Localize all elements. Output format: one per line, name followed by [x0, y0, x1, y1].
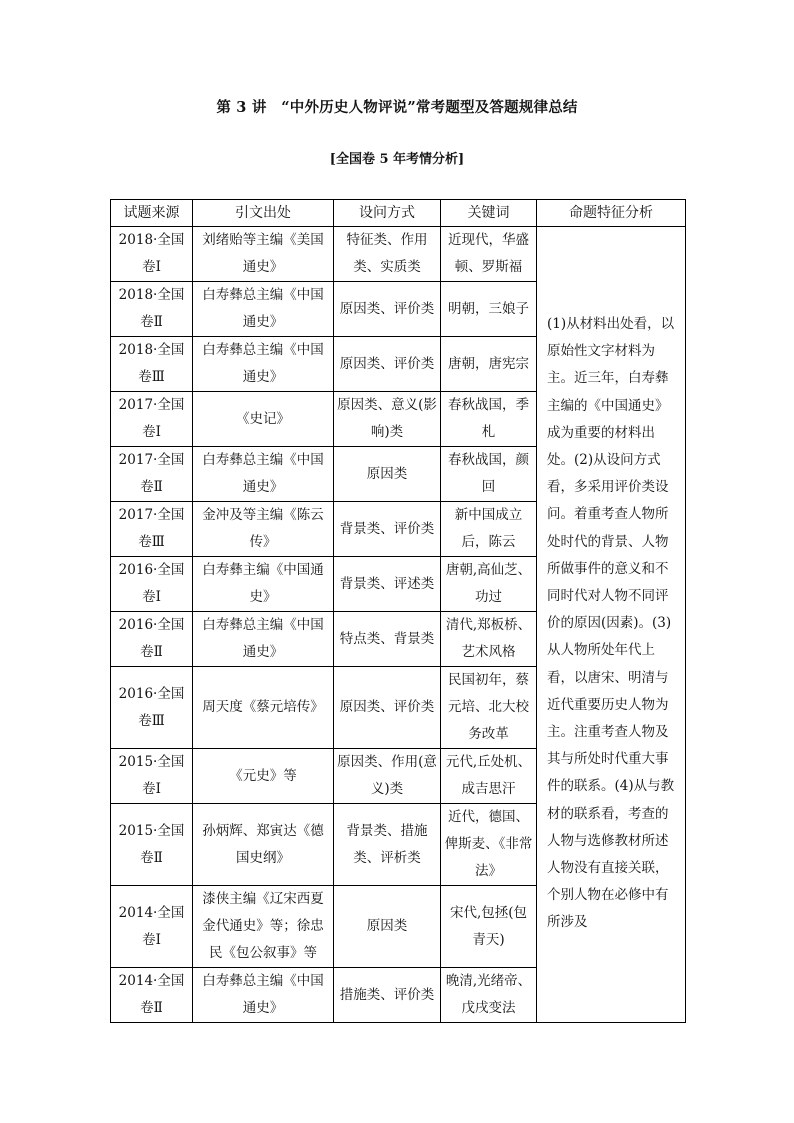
section-subtitle: [全国卷 5 年考情分析] — [329, 152, 465, 167]
cell-citation: 白寿彝总主编《中国通史》 — [193, 447, 334, 502]
cell-source: 2016·全国卷Ⅱ — [111, 612, 193, 667]
cell-source: 2018·全国卷Ⅱ — [111, 282, 193, 337]
cell-keywords: 春秋战国，颜回 — [441, 447, 537, 502]
cell-question-type: 原因类、意义(影响)类 — [334, 392, 441, 447]
cell-question-type: 原因类、作用(意义)类 — [334, 749, 441, 804]
cell-keywords: 民国初年，蔡元培、北大校务改革 — [441, 667, 537, 749]
header-analysis: 命题特征分析 — [537, 200, 686, 227]
cell-source: 2017·全国卷Ⅱ — [111, 447, 193, 502]
cell-question-type: 原因类、评价类 — [334, 282, 441, 337]
cell-source: 2014·全国卷Ⅰ — [111, 886, 193, 968]
cell-citation: 刘绪贻等主编《美国通史》 — [193, 227, 334, 282]
cell-question-type: 措施类、评价类 — [334, 968, 441, 1023]
cell-keywords: 新中国成立后，陈云 — [441, 502, 537, 557]
cell-source: 2014·全国卷Ⅱ — [111, 968, 193, 1023]
cell-citation: 《元史》等 — [193, 749, 334, 804]
cell-keywords: 清代,郑板桥、艺术风格 — [441, 612, 537, 667]
cell-keywords: 近代，德国、俾斯麦、《非常法》 — [441, 804, 537, 886]
cell-source: 2018·全国卷Ⅲ — [111, 337, 193, 392]
cell-keywords: 唐朝,高仙芝、功过 — [441, 557, 537, 612]
header-keywords: 关键词 — [441, 200, 537, 227]
cell-question-type: 特点类、背景类 — [334, 612, 441, 667]
cell-keywords: 宋代,包拯(包青天) — [441, 886, 537, 968]
cell-question-type: 原因类 — [334, 886, 441, 968]
cell-citation: 白寿彝总主编《中国通史》 — [193, 337, 334, 392]
cell-source: 2015·全国卷Ⅰ — [111, 749, 193, 804]
cell-keywords: 明朝，三娘子 — [441, 282, 537, 337]
cell-keywords: 唐朝，唐宪宗 — [441, 337, 537, 392]
cell-keywords: 元代,丘处机、成吉思汗 — [441, 749, 537, 804]
cell-citation: 漆侠主编《辽宋西夏金代通史》等；徐忠民《包公叙事》等 — [193, 886, 334, 968]
header-citation: 引文出处 — [193, 200, 334, 227]
cell-keywords: 近现代，华盛顿、罗斯福 — [441, 227, 537, 282]
header-source: 试题来源 — [111, 200, 193, 227]
cell-source: 2015·全国卷Ⅱ — [111, 804, 193, 886]
cell-citation: 白寿彝总主编《中国通史》 — [193, 968, 334, 1023]
table-header-row — [111, 200, 686, 227]
cell-citation: 周天度《蔡元培传》 — [193, 667, 334, 749]
cell-source: 2017·全国卷Ⅲ — [111, 502, 193, 557]
page-title: 第 3 讲 “中外历史人物评说”常考题型及答题规律总结 — [216, 99, 578, 116]
cell-question-type: 原因类、评价类 — [334, 337, 441, 392]
cell-question-type: 背景类、措施类、评析类 — [334, 804, 441, 886]
cell-source: 2016·全国卷Ⅲ — [111, 667, 193, 749]
cell-citation: 《史记》 — [193, 392, 334, 447]
cell-question-type: 原因类、评价类 — [334, 667, 441, 749]
cell-source: 2016·全国卷Ⅰ — [111, 557, 193, 612]
cell-question-type: 特征类、作用类、实质类 — [334, 227, 441, 282]
cell-analysis: (1)从材料出处看，以原始性文字材料为主。近三年，白寿彝主编的《中国通史》成为重要的材料出处。(2)从设问方式看，多采用评价类设问。着重考查人物所处时代的背景、人物所做事件的意义和不同时代对人物不同评价的原因(因素)。(3)从人物所处年代上看，以唐宋、明清与近代重要历史人物为主。注重考查人物及其与所处时代重大事件的联系。(4)从与教材的联系看，考查的人物与选修教材所述人物没有直接关联，个别人物在必修中有所涉及 — [537, 227, 686, 1023]
table-row — [111, 227, 686, 282]
cell-citation: 白寿彝总主编《中国通史》 — [193, 282, 334, 337]
cell-citation: 白寿彝总主编《中国通史》 — [193, 612, 334, 667]
cell-keywords: 晚清,光绪帝、戊戌变法 — [441, 968, 537, 1023]
cell-keywords: 春秋战国，季札 — [441, 392, 537, 447]
cell-question-type: 背景类、评价类 — [334, 502, 441, 557]
cell-citation: 孙炳辉、郑寅达《德国史纲》 — [193, 804, 334, 886]
cell-citation: 金冲及等主编《陈云传》 — [193, 502, 334, 557]
cell-source: 2018·全国卷Ⅰ — [111, 227, 193, 282]
cell-question-type: 背景类、评述类 — [334, 557, 441, 612]
exam-analysis-table — [110, 199, 686, 1023]
header-question-type: 设问方式 — [334, 200, 441, 227]
cell-citation: 白寿彝主编《中国通史》 — [193, 557, 334, 612]
cell-question-type: 原因类 — [334, 447, 441, 502]
cell-source: 2017·全国卷Ⅰ — [111, 392, 193, 447]
